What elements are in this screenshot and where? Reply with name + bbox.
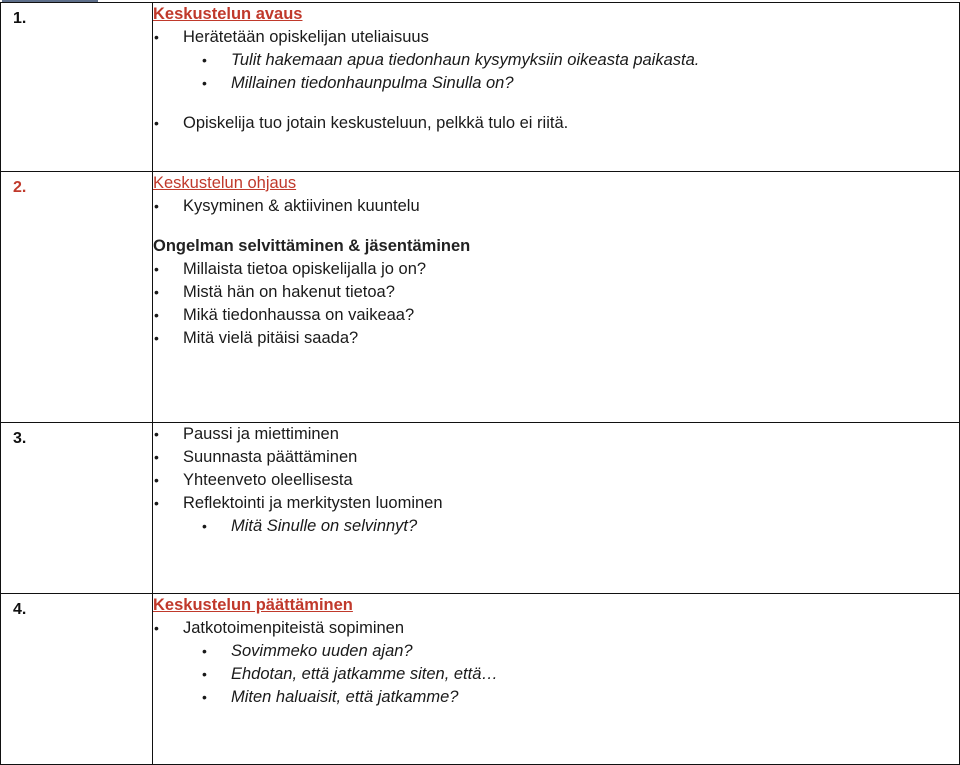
list-item: • Jatkotoimenpiteistä sopiminen (153, 617, 959, 640)
section-1-list (153, 26, 959, 49)
sub-list-item: • Miten haluaisit, että jatkamme? (153, 686, 959, 709)
section-4-sublist (153, 640, 959, 709)
section-number-1: 1. (1, 3, 153, 172)
section-content-1 (153, 3, 960, 172)
section-content-3 (153, 423, 960, 594)
section-heading-1: Keskustelun avaus (153, 5, 303, 23)
section-3-list (153, 423, 959, 515)
sub-list-item: • Tulit hakemaan apua tiedonhaun kysymyksiin oikeasta paikasta. (153, 49, 959, 72)
section-2-list (153, 195, 959, 218)
section-content-4 (153, 594, 960, 765)
section-2-problem-list (153, 258, 959, 350)
section-heading-2: Keskustelun ohjaus (153, 174, 297, 192)
section-row-1 (1, 3, 960, 172)
list-item: • Reflektointi ja merkitysten luominen (153, 492, 959, 515)
list-item: • Mistä hän on hakenut tietoa? (153, 281, 959, 304)
list-item: • Yhteenveto oleellisesta (153, 469, 959, 492)
section-4-list (153, 617, 959, 640)
section-row-4 (1, 594, 960, 765)
section-1-sublist (153, 49, 959, 95)
list-item: • Suunnasta päättäminen (153, 446, 959, 469)
section-number-2: 2. (1, 172, 153, 423)
list-item: • Mitä vielä pitäisi saada? (153, 327, 959, 350)
list-item: • Kysyminen & aktiivinen kuuntelu (153, 195, 959, 218)
list-item: • Herätetään opiskelijan uteliaisuus (153, 26, 959, 49)
conversation-outline-table (0, 2, 960, 765)
sub-list-item: • Sovimmeko uuden ajan? (153, 640, 959, 663)
list-item: • Mikä tiedonhaussa on vaikeaa? (153, 304, 959, 327)
sub-list-item: • Millainen tiedonhaunpulma Sinulla on? (153, 72, 959, 95)
list-item: • Millaista tietoa opiskelijalla jo on? (153, 258, 959, 281)
list-item: • Opiskelija tuo jotain keskusteluun, pelkkä tulo ei riitä. (153, 112, 959, 135)
section-row-3 (1, 423, 960, 594)
sub-list-item: • Mitä Sinulle on selvinnyt? (153, 515, 959, 538)
section-content-2 (153, 172, 960, 423)
list-item: • Paussi ja miettiminen (153, 423, 959, 446)
section-number-4: 4. (1, 594, 153, 765)
section-subheading-2: Ongelman selvittäminen & jäsentäminen (153, 237, 471, 255)
section-3-sublist (153, 515, 959, 538)
sub-list-item: • Ehdotan, että jatkamme siten, että… (153, 663, 959, 686)
section-row-2 (1, 172, 960, 423)
section-number-3: 3. (1, 423, 153, 594)
section-1-list-2 (153, 112, 959, 135)
section-heading-4: Keskustelun päättäminen (153, 596, 353, 614)
